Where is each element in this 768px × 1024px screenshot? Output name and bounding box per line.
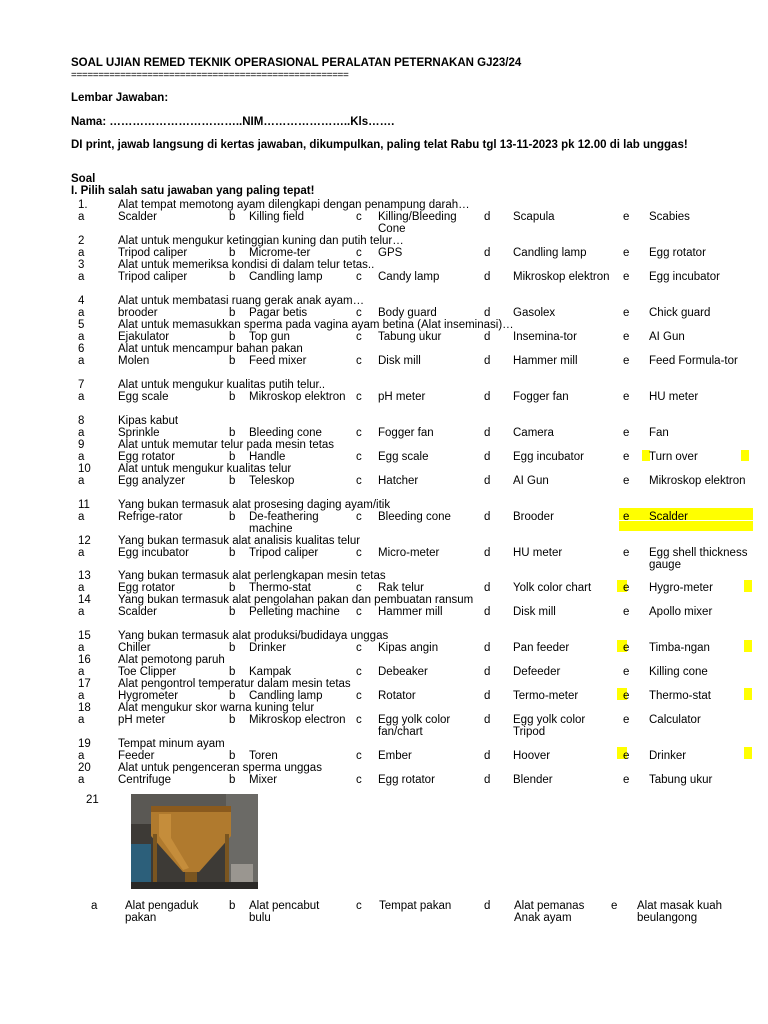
question-number: 8 xyxy=(78,415,85,427)
q21-option-e-letter: e xyxy=(611,900,618,912)
question-text: Kipas kabut xyxy=(118,415,179,427)
option-a-letter: a xyxy=(78,666,85,678)
option-a: Tripod caliper xyxy=(118,271,188,283)
option-c: Debeaker xyxy=(378,666,428,678)
name-nim-class-line: Nama: ……………………………..NIM…………………..Kls……. xyxy=(71,116,395,128)
question-text: Alat untuk memutar telur pada mesin tetas xyxy=(118,439,335,451)
option-b: Bleeding cone xyxy=(249,427,322,439)
option-d-letter: d xyxy=(484,391,491,403)
question-number: 16 xyxy=(78,654,91,666)
option-d: Insemina-tor xyxy=(513,331,577,343)
option-b-letter: b xyxy=(229,511,236,523)
option-e: Killing cone xyxy=(649,666,708,678)
option-a-letter: a xyxy=(78,355,85,367)
option-a-letter: a xyxy=(78,606,85,618)
option-a-letter: a xyxy=(78,331,85,343)
option-a: Egg scale xyxy=(118,391,169,403)
option-c: Egg yolk color fan/chart xyxy=(378,714,451,738)
option-a-letter: a xyxy=(78,714,85,726)
option-c: Candy lamp xyxy=(378,271,440,283)
option-e: Mikroskop elektron xyxy=(649,475,746,487)
question-text: Alat untuk mencampur bahan pakan xyxy=(118,343,303,355)
option-e-letter: e xyxy=(623,666,630,678)
option-c: Kipas angin xyxy=(378,642,439,654)
option-e: Scabies xyxy=(649,211,690,223)
soal-label: Soal xyxy=(71,173,96,185)
option-e-letter: e xyxy=(623,451,630,463)
option-b: Candling lamp xyxy=(249,690,323,702)
option-a: Egg rotator xyxy=(118,582,175,594)
question-text: Alat pemotong paruh xyxy=(118,654,225,666)
option-c: pH meter xyxy=(378,391,426,403)
option-d: Defeeder xyxy=(513,666,561,678)
option-a: Hygrometer xyxy=(118,690,179,702)
option-e-letter: e xyxy=(623,774,630,786)
option-a: Feeder xyxy=(118,750,155,762)
option-c: Rotator xyxy=(378,690,416,702)
question-number: 11 xyxy=(78,499,90,511)
option-d-letter: d xyxy=(484,211,491,223)
option-d-letter: d xyxy=(484,774,491,786)
option-a: Toe Clipper xyxy=(118,666,177,678)
option-d: Yolk color chart xyxy=(513,582,592,594)
instructions: DI print, jawab langsung di kertas jawaban, dikumpulkan, paling telat Rabu tgl 13-11-2023 pk 12.00 di lab unggas! xyxy=(71,139,688,151)
option-e-letter: e xyxy=(623,714,630,726)
option-e-letter: e xyxy=(623,427,630,439)
option-c: Hammer mill xyxy=(378,606,443,618)
option-e-letter: e xyxy=(623,307,630,319)
option-b-letter: b xyxy=(229,666,236,678)
option-a: Refrige-rator xyxy=(118,511,183,523)
option-c: Egg scale xyxy=(378,451,429,463)
option-c-letter: c xyxy=(356,547,362,559)
option-b-letter: b xyxy=(229,642,236,654)
option-d-letter: d xyxy=(484,247,491,259)
question-number: 10 xyxy=(78,463,91,475)
option-e-letter: e xyxy=(623,582,630,594)
question-text: Alat untuk mengukur kualitas putih telur.. xyxy=(118,379,326,391)
option-d-letter: d xyxy=(484,355,491,367)
option-c-letter: c xyxy=(356,774,362,786)
option-b: Killing field xyxy=(249,211,304,223)
option-a: brooder xyxy=(118,307,158,319)
option-e: Hygro-meter xyxy=(649,582,713,594)
option-e: Timba-ngan xyxy=(649,642,710,654)
title-separator: =================================================== xyxy=(71,70,349,81)
question-text: Alat untuk memasukkan sperma pada vagina ayam betina (Alat inseminasi)… xyxy=(118,319,514,331)
option-a: Chiller xyxy=(118,642,151,654)
question-number: 9 xyxy=(78,439,85,451)
option-d: Scapula xyxy=(513,211,555,223)
option-b-letter: b xyxy=(229,211,236,223)
question-number: 12 xyxy=(78,535,91,547)
option-e-letter: e xyxy=(623,750,630,762)
option-c-letter: c xyxy=(356,355,362,367)
question-text: Yang bukan termasuk alat pengolahan pakan dan pembuatan ransum xyxy=(118,594,474,606)
option-e-letter: e xyxy=(623,331,630,343)
option-c-letter: c xyxy=(356,451,362,463)
option-e: Fan xyxy=(649,427,669,439)
option-c: Micro-meter xyxy=(378,547,440,559)
question-number: 3 xyxy=(78,259,85,271)
option-c-letter: c xyxy=(356,247,362,259)
option-e-letter: e xyxy=(623,547,630,559)
option-d: Hoover xyxy=(513,750,551,762)
option-b: Thermo-stat xyxy=(249,582,311,594)
q21-option-c: Tempat pakan xyxy=(379,900,452,912)
question-number: 17 xyxy=(78,678,91,690)
option-e: Scalder xyxy=(649,511,688,523)
option-b: Candling lamp xyxy=(249,271,323,283)
option-b-letter: b xyxy=(229,547,236,559)
q21-option-a: Alat pengaduk pakan xyxy=(125,900,199,924)
option-a-letter: a xyxy=(78,427,85,439)
option-a-letter: a xyxy=(78,547,85,559)
option-e: Egg rotator xyxy=(649,247,706,259)
option-c-letter: c xyxy=(356,391,362,403)
option-a: Ejakulator xyxy=(118,331,170,343)
option-d: Candling lamp xyxy=(513,247,587,259)
question-text: Alat mengukur skor warna kuning telur xyxy=(118,702,315,714)
option-d-letter: d xyxy=(484,475,491,487)
question-number: 5 xyxy=(78,319,85,331)
question-number: 21 xyxy=(86,794,99,806)
option-a-letter: a xyxy=(78,690,85,702)
option-c: Body guard xyxy=(378,307,437,319)
question-text: Yang bukan termasuk alat prosesing daging ayam/itik xyxy=(118,499,391,511)
question-number: 6 xyxy=(78,343,85,355)
question-number: 1. xyxy=(78,199,88,211)
option-a: Centrifuge xyxy=(118,774,172,786)
q21-option-b-letter: b xyxy=(229,900,236,912)
option-b-letter: b xyxy=(229,451,236,463)
option-a-letter: a xyxy=(78,750,85,762)
question-number: 15 xyxy=(78,630,91,642)
option-b: Mikroskop electron xyxy=(249,714,346,726)
section-title: I. Pilih salah satu jawaban yang paling tepat! xyxy=(71,185,315,197)
option-e: Turn over xyxy=(649,451,698,463)
option-d: AI Gun xyxy=(513,475,549,487)
option-d-letter: d xyxy=(484,606,491,618)
option-c: Ember xyxy=(378,750,412,762)
option-c-letter: c xyxy=(356,666,362,678)
option-d: Egg yolk color Tripod xyxy=(513,714,586,738)
option-c: Hatcher xyxy=(378,475,419,487)
option-b: Pelleting machine xyxy=(249,606,340,618)
question-text: Alat untuk pengenceran sperma unggas xyxy=(118,762,322,774)
option-a-letter: a xyxy=(78,307,85,319)
option-a-letter: a xyxy=(78,642,85,654)
question-text: Yang bukan termasuk alat produksi/budidaya unggas xyxy=(118,630,389,642)
option-c: GPS xyxy=(378,247,403,259)
option-b-letter: b xyxy=(229,774,236,786)
question-image xyxy=(131,794,258,889)
option-c-letter: c xyxy=(356,582,362,594)
option-e-letter: e xyxy=(623,606,630,618)
option-e: Chick guard xyxy=(649,307,711,319)
answer-sheet-label: Lembar Jawaban: xyxy=(71,92,169,104)
option-a-letter: a xyxy=(78,211,85,223)
option-d-letter: d xyxy=(484,331,491,343)
option-e: Tabung ukur xyxy=(649,774,713,786)
q21-option-c-letter: c xyxy=(356,900,362,912)
option-e: AI Gun xyxy=(649,331,685,343)
option-c: Killing/Bleeding Cone xyxy=(378,211,457,235)
option-b: Handle xyxy=(249,451,286,463)
option-d: HU meter xyxy=(513,547,563,559)
option-d: Brooder xyxy=(513,511,554,523)
option-c-letter: c xyxy=(356,606,362,618)
option-a-letter: a xyxy=(78,475,85,487)
option-a: Scalder xyxy=(118,211,157,223)
option-d: Camera xyxy=(513,427,554,439)
option-c-letter: c xyxy=(356,271,362,283)
option-c-letter: c xyxy=(356,690,362,702)
option-a: Scalder xyxy=(118,606,157,618)
option-b-letter: b xyxy=(229,247,236,259)
option-e-letter: e xyxy=(623,247,630,259)
option-b-letter: b xyxy=(229,331,236,343)
option-e: Calculator xyxy=(649,714,701,726)
option-d: Pan feeder xyxy=(513,642,570,654)
option-d-letter: d xyxy=(484,690,491,702)
option-b: Microme-ter xyxy=(249,247,311,259)
option-b-letter: b xyxy=(229,582,236,594)
question-text: Alat untuk mengukur ketinggian kuning dan putih telur… xyxy=(118,235,404,247)
option-d: Fogger fan xyxy=(513,391,569,403)
option-b-letter: b xyxy=(229,690,236,702)
option-d-letter: d xyxy=(484,582,491,594)
option-e-letter: e xyxy=(623,642,630,654)
exam-title: SOAL UJIAN REMED TEKNIK OPERASIONAL PERALATAN PETERNAKAN GJ23/24 xyxy=(71,57,522,69)
option-a-letter: a xyxy=(78,247,85,259)
option-d-letter: d xyxy=(484,451,491,463)
option-d-letter: d xyxy=(484,511,491,523)
option-d-letter: d xyxy=(484,547,491,559)
question-text: Alat pengontrol temperatur dalam mesin tetas xyxy=(118,678,351,690)
option-d: Mikroskop elektron xyxy=(513,271,610,283)
option-c-letter: c xyxy=(356,475,362,487)
option-e: Drinker xyxy=(649,750,687,762)
option-a: Tripod caliper xyxy=(118,247,188,259)
option-b: Toren xyxy=(249,750,278,762)
option-a-letter: a xyxy=(78,391,85,403)
option-e-letter: e xyxy=(623,211,630,223)
question-text: Tempat minum ayam xyxy=(118,738,225,750)
question-text: Yang bukan termasuk alat perlengkapan mesin tetas xyxy=(118,570,386,582)
option-c-letter: c xyxy=(356,714,362,726)
question-text: Alat untuk memeriksa kondisi di dalam telur tetas.. xyxy=(118,259,375,271)
option-c: Tabung ukur xyxy=(378,331,442,343)
question-number: 19 xyxy=(78,738,91,750)
option-d: Hammer mill xyxy=(513,355,578,367)
option-d-letter: d xyxy=(484,750,491,762)
option-e: Thermo-stat xyxy=(649,690,711,702)
option-e: Egg incubator xyxy=(649,271,720,283)
option-a: pH meter xyxy=(118,714,166,726)
option-d-letter: d xyxy=(484,642,491,654)
option-a: Sprinkle xyxy=(118,427,160,439)
option-b-letter: b xyxy=(229,427,236,439)
question-number: 2 xyxy=(78,235,85,247)
option-b: Drinker xyxy=(249,642,287,654)
option-e: Egg shell thickness gauge xyxy=(649,547,748,571)
option-b: Feed mixer xyxy=(249,355,307,367)
option-a-letter: a xyxy=(78,774,85,786)
option-d-letter: d xyxy=(484,714,491,726)
option-d: Egg incubator xyxy=(513,451,584,463)
option-c: Bleeding cone xyxy=(378,511,451,523)
option-a-letter: a xyxy=(78,511,85,523)
option-e: HU meter xyxy=(649,391,699,403)
option-c: Fogger fan xyxy=(378,427,434,439)
option-d-letter: d xyxy=(484,307,491,319)
option-d: Gasolex xyxy=(513,307,556,319)
option-b: Teleskop xyxy=(249,475,295,487)
option-c-letter: c xyxy=(356,211,362,223)
option-b-letter: b xyxy=(229,606,236,618)
option-e-letter: e xyxy=(623,511,630,523)
option-c: Egg rotator xyxy=(378,774,435,786)
option-c-letter: c xyxy=(356,642,362,654)
option-b-letter: b xyxy=(229,475,236,487)
option-b-letter: b xyxy=(229,355,236,367)
q21-option-b: Alat pencabut bulu xyxy=(249,900,320,924)
option-a: Molen xyxy=(118,355,150,367)
option-e-letter: e xyxy=(623,391,630,403)
option-c-letter: c xyxy=(356,331,362,343)
option-b: Mixer xyxy=(249,774,278,786)
option-b: Top gun xyxy=(249,331,290,343)
option-e-letter: e xyxy=(623,271,630,283)
option-e: Feed Formula-tor xyxy=(649,355,738,367)
option-b-letter: b xyxy=(229,391,236,403)
option-e: Apollo mixer xyxy=(649,606,713,618)
option-a: Egg incubator xyxy=(118,547,189,559)
option-b: Tripod caliper xyxy=(249,547,319,559)
question-number: 4 xyxy=(78,295,85,307)
q21-option-e: Alat masak kuah beulangong xyxy=(637,900,723,924)
option-b: Kampak xyxy=(249,666,292,678)
option-c-letter: c xyxy=(356,511,362,523)
option-d: Termo-meter xyxy=(513,690,579,702)
option-b-letter: b xyxy=(229,271,236,283)
option-d: Blender xyxy=(513,774,553,786)
q21-option-d: Alat pemanas Anak ayam xyxy=(514,900,585,924)
option-b-letter: b xyxy=(229,750,236,762)
option-e-letter: e xyxy=(623,690,630,702)
option-a: Egg rotator xyxy=(118,451,175,463)
question-number: 7 xyxy=(78,379,85,391)
option-d-letter: d xyxy=(484,271,491,283)
question-number: 13 xyxy=(78,570,91,582)
q21-option-d-letter: d xyxy=(484,900,491,912)
option-b-letter: b xyxy=(229,714,236,726)
option-a: Egg analyzer xyxy=(118,475,186,487)
question-number: 14 xyxy=(78,594,91,606)
option-c-letter: c xyxy=(356,750,362,762)
option-b: Mikroskop elektron xyxy=(249,391,346,403)
question-text: Alat untuk mengukur kualitas telur xyxy=(118,463,292,475)
option-d-letter: d xyxy=(484,666,491,678)
q21-option-a-letter: a xyxy=(91,900,98,912)
option-c-letter: c xyxy=(356,307,362,319)
question-text: Yang bukan termasuk alat analisis kualitas telur xyxy=(118,535,361,547)
option-d-letter: d xyxy=(484,427,491,439)
option-e-letter: e xyxy=(623,475,630,487)
question-number: 18 xyxy=(78,702,91,714)
option-b-letter: b xyxy=(229,307,236,319)
question-text: Alat tempat memotong ayam dilengkapi dengan penampung darah… xyxy=(118,199,470,211)
feed-mixer-photo xyxy=(131,794,258,889)
option-a-letter: a xyxy=(78,582,85,594)
option-b: De-feathering machine xyxy=(249,511,319,535)
option-c: Rak telur xyxy=(378,582,425,594)
option-b: Pagar betis xyxy=(249,307,308,319)
option-c-letter: c xyxy=(356,427,362,439)
question-text: Alat untuk membatasi ruang gerak anak ayam… xyxy=(118,295,365,307)
option-d: Disk mill xyxy=(513,606,556,618)
option-a-letter: a xyxy=(78,451,85,463)
option-a-letter: a xyxy=(78,271,85,283)
option-c: Disk mill xyxy=(378,355,421,367)
option-e-letter: e xyxy=(623,355,630,367)
question-number: 20 xyxy=(78,762,91,774)
